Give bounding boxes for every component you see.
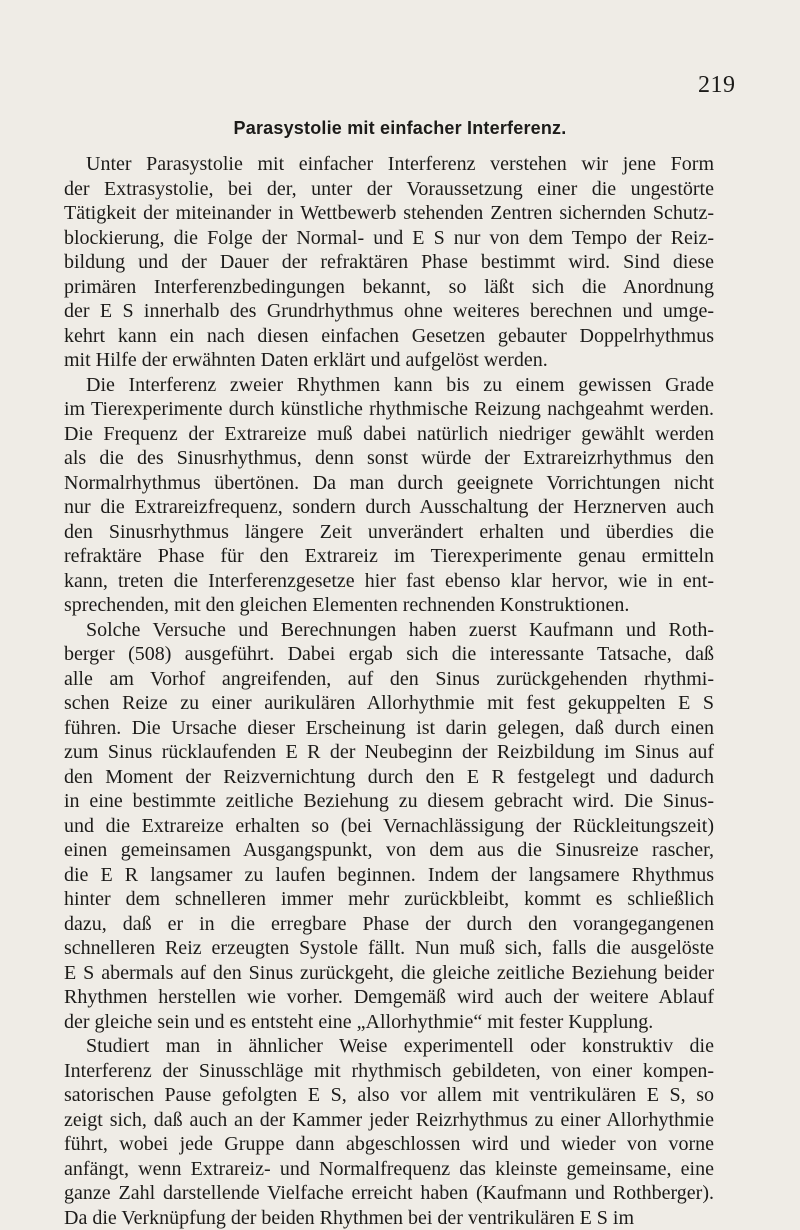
text-line: Die Interferenz zweier Rhythmen kann bis zu einem gewissen Grade xyxy=(64,373,714,398)
text-line: sprechenden, mit den gleichen Elementen rechnenden Konstruktionen. xyxy=(64,593,714,618)
text-line: als die des Sinusrhythmus, denn sonst würde der Extrareizrhythmus den xyxy=(64,446,714,471)
text-line: ganze Zahl darstellende Vielfache erreicht haben (Kaufmann und Rothberger). xyxy=(64,1181,714,1206)
text-line: anfängt, wenn Extrareiz- und Normalfrequenz das kleinste gemeinsame, eine xyxy=(64,1157,714,1182)
text-line: Tätigkeit der miteinander in Wettbewerb stehenden Zentren sichernden Schutz- xyxy=(64,201,714,226)
text-line: zum Sinus rücklaufenden E R der Neubeginn der Reizbildung im Sinus auf xyxy=(64,740,714,765)
text-line: Studiert man in ähnlicher Weise experimentell oder konstruktiv die xyxy=(64,1034,714,1059)
text-line: Interferenz der Sinusschläge mit rhythmisch gebildeten, von einer kompen- xyxy=(64,1059,714,1084)
text-line: kehrt kann ein nach diesen einfachen Gesetzen gebauter Doppelrhythmus xyxy=(64,324,714,349)
text-line: die E R langsamer zu laufen beginnen. Indem der langsamere Rhythmus xyxy=(64,863,714,888)
text-line: schen Reize zu einer aurikulären Allorhythmie mit fest gekuppelten E S xyxy=(64,691,714,716)
text-line: Solche Versuche und Berechnungen haben zuerst Kaufmann und Roth- xyxy=(64,618,714,643)
text-line: und die Extrareize erhalten so (bei Vernachlässigung der Rückleitungszeit) xyxy=(64,814,714,839)
text-line: Da die Verknüpfung der beiden Rhythmen bei der ventrikulären E S im xyxy=(64,1206,714,1230)
body-text xyxy=(64,152,714,1230)
text-line: Die Frequenz der Extrareize muß dabei natürlich niedriger gewählt werden xyxy=(64,422,714,447)
text-line: hinter dem schnelleren immer mehr zurückbleibt, kommt es schließlich xyxy=(64,887,714,912)
text-line: kann, treten die Interferenzgesetze hier fast ebenso klar hervor, wie in ent- xyxy=(64,569,714,594)
text-line: refraktäre Phase für den Extrareiz im Tierexperimente genau ermitteln xyxy=(64,544,714,569)
text-line: der Extrasystolie, bei der, unter der Voraussetzung einer die ungestörte xyxy=(64,177,714,202)
page-number: 219 xyxy=(698,72,736,99)
text-line: nur die Extrareizfrequenz, sondern durch Ausschaltung der Herznerven auch xyxy=(64,495,714,520)
text-line: satorischen Pause gefolgten E S, also vor allem mit ventrikulären E S, so xyxy=(64,1083,714,1108)
text-line: den Sinusrhythmus längere Zeit unverändert erhalten und überdies die xyxy=(64,520,714,545)
text-line: Normalrhythmus übertönen. Da man durch geeignete Vorrichtungen nicht xyxy=(64,471,714,496)
text-line: mit Hilfe der erwähnten Daten erklärt und aufgelöst werden. xyxy=(64,348,714,373)
text-line: schnelleren Reiz erzeugten Systole fällt. Nun muß sich, falls die ausgelöste xyxy=(64,936,714,961)
text-line: den Moment der Reizvernichtung durch den E R festgelegt und dadurch xyxy=(64,765,714,790)
text-line: einen gemeinsamen Ausgangspunkt, von dem aus die Sinusreize rascher, xyxy=(64,838,714,863)
text-line: führen. Die Ursache dieser Erscheinung ist darin gelegen, daß durch einen xyxy=(64,716,714,741)
text-line: in eine bestimmte zeitliche Beziehung zu diesem gebracht wird. Die Sinus- xyxy=(64,789,714,814)
text-line: E S abermals auf den Sinus zurückgeht, die gleiche zeitliche Beziehung beider xyxy=(64,961,714,986)
text-line: bildung und der Dauer der refraktären Phase bestimmt wird. Sind diese xyxy=(64,250,714,275)
text-line: zeigt sich, daß auch an der Kammer jeder Reizrhythmus zu einer Allorhythmie xyxy=(64,1108,714,1133)
text-line: im Tierexperimente durch künstliche rhythmische Reizung nachgeahmt werden. xyxy=(64,397,714,422)
text-line: berger (508) ausgeführt. Dabei ergab sich die interessante Tatsache, daß xyxy=(64,642,714,667)
text-line: alle am Vorhof angreifenden, auf den Sinus zurückgehenden rhythmi- xyxy=(64,667,714,692)
text-line: Unter Parasystolie mit einfacher Interferenz verstehen wir jene Form xyxy=(64,152,714,177)
text-line: dazu, daß er in die erregbare Phase der durch den vorangegangenen xyxy=(64,912,714,937)
text-line: Rhythmen herstellen wie vorher. Demgemäß wird auch der weitere Ablauf xyxy=(64,985,714,1010)
text-line: der E S innerhalb des Grundrhythmus ohne weiteres berechnen und umge- xyxy=(64,299,714,324)
text-line: der gleiche sein und es entsteht eine „Allorhythmie“ mit fester Kupplung. xyxy=(64,1010,714,1035)
text-line: primären Interferenzbedingungen bekannt, so läßt sich die Anordnung xyxy=(64,275,714,300)
text-line: führt, wobei jede Gruppe dann abgeschlossen wird und wieder von vorne xyxy=(64,1132,714,1157)
text-line: blockierung, die Folge der Normal- und E S nur von dem Tempo der Reiz- xyxy=(64,226,714,251)
section-heading: Parasystolie mit einfacher Interferenz. xyxy=(0,118,800,139)
